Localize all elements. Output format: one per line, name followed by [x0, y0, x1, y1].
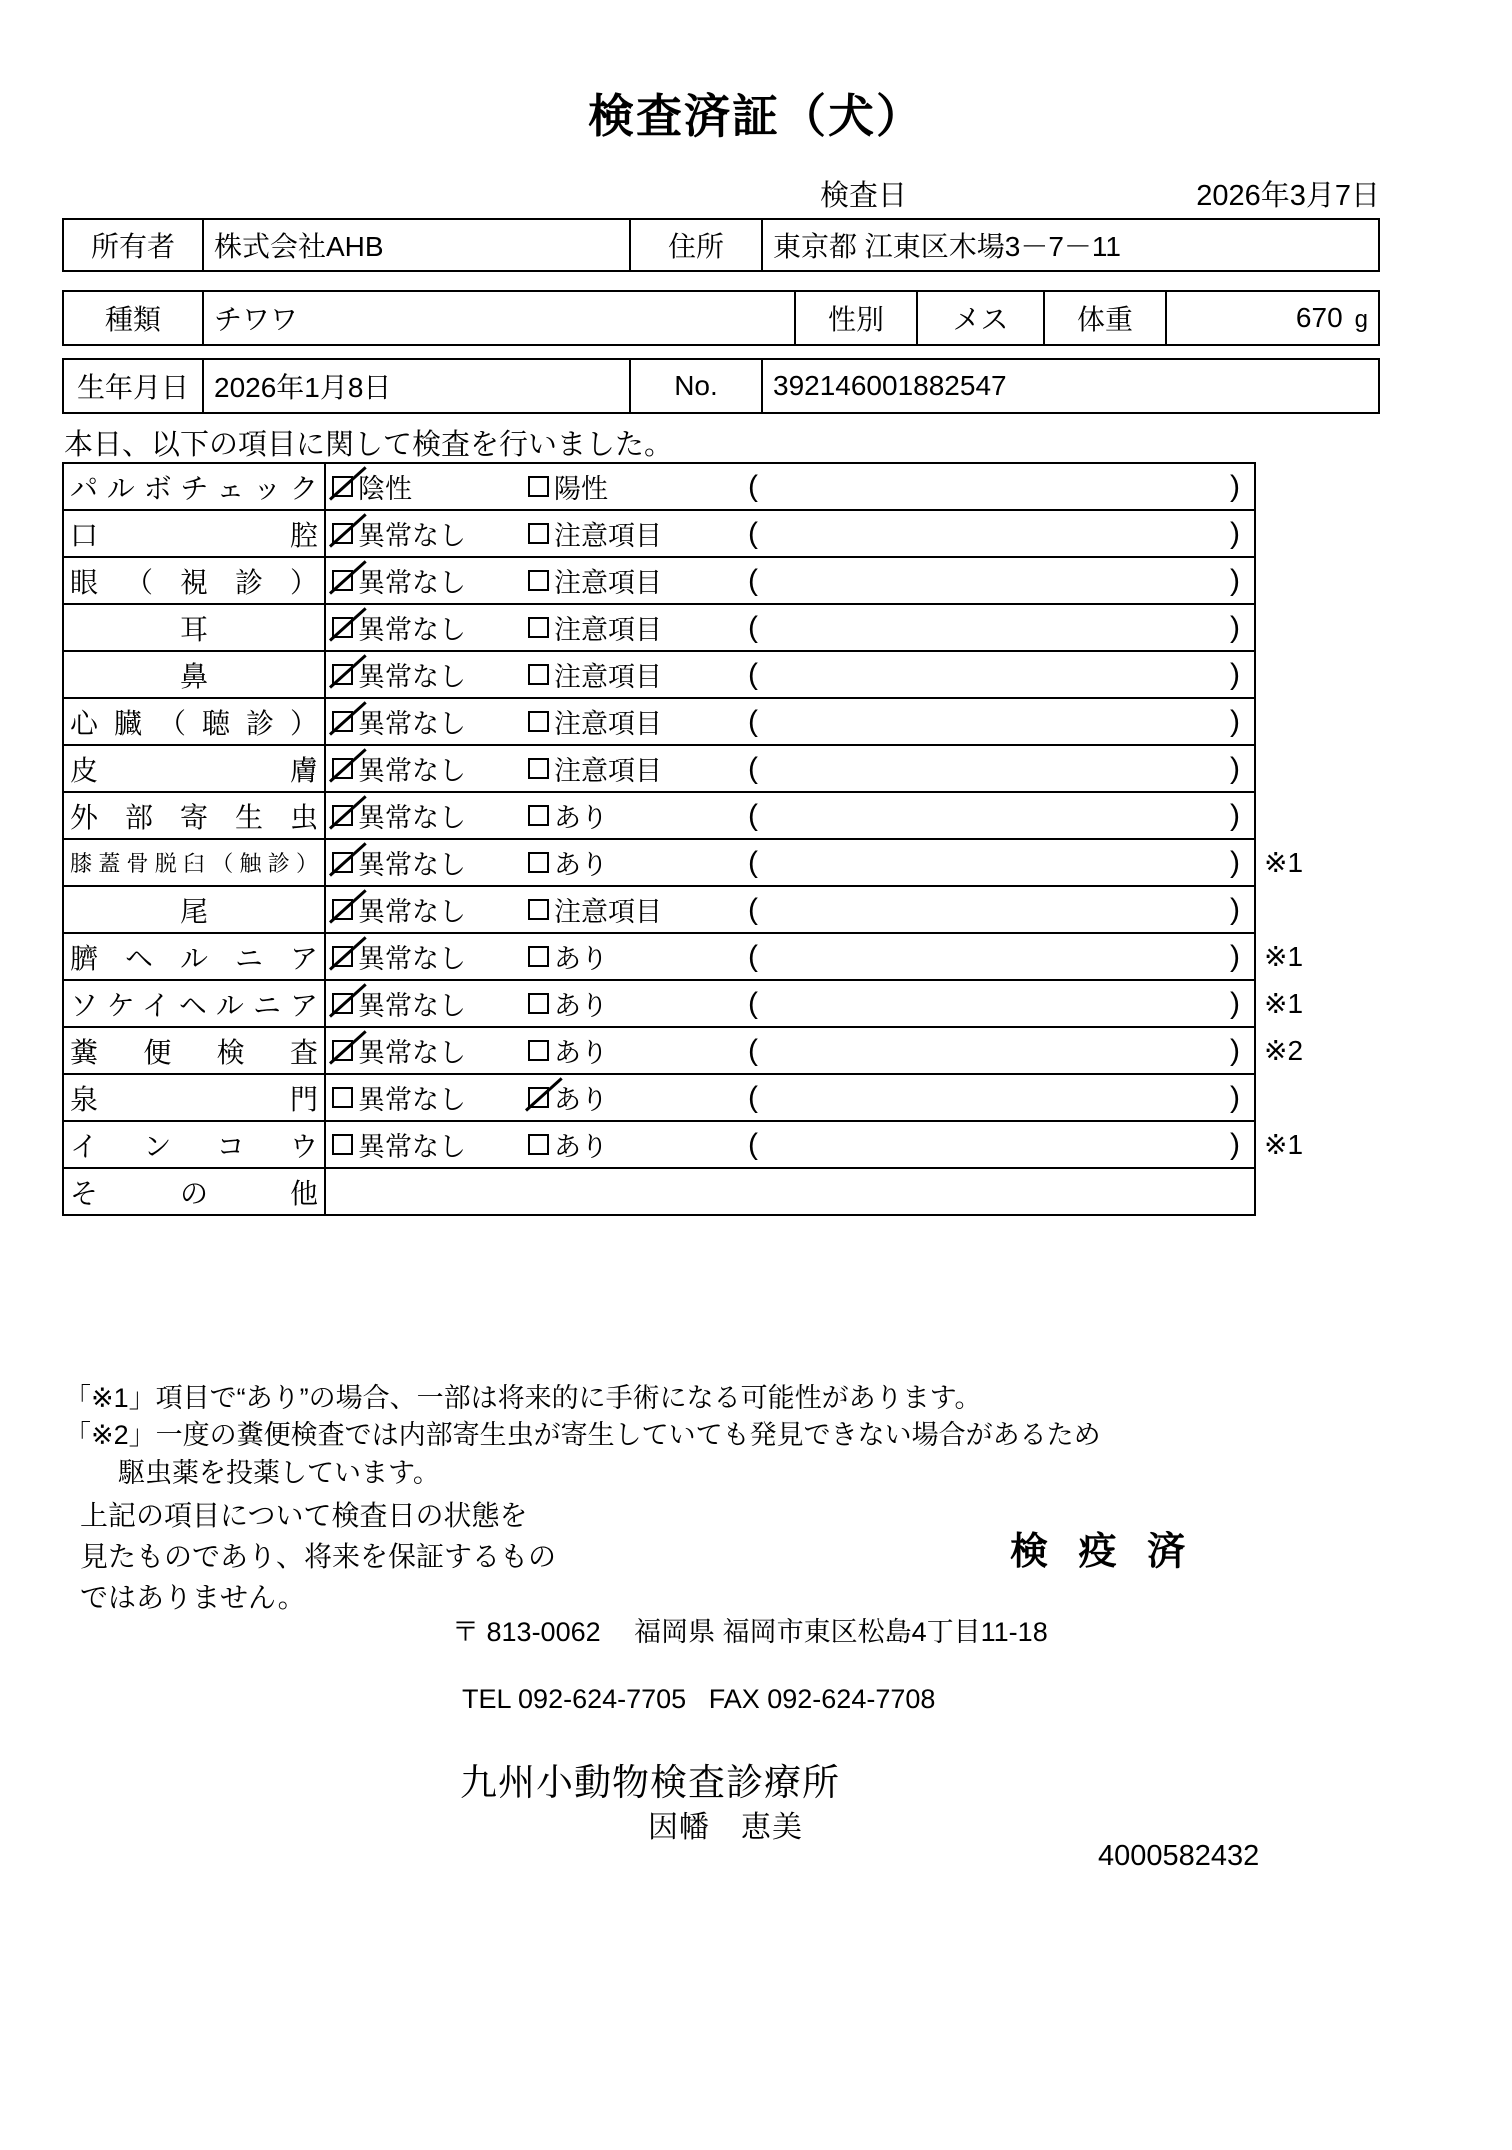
checkbox-icon[interactable] [528, 570, 549, 591]
tel-value: 092-624-7705 [518, 1684, 687, 1714]
item-label: パルボチェック [63, 463, 325, 510]
option-a[interactable] [332, 655, 528, 694]
item-label: 皮膚 [63, 745, 325, 792]
checkbox-checked-icon[interactable] [528, 1087, 549, 1108]
item-note-marker [1255, 698, 1323, 745]
remark-paren-close: ) [1230, 939, 1240, 973]
option-b-label: 注意項目 [554, 568, 662, 598]
checkbox-checked-icon[interactable] [332, 758, 353, 779]
item-options-cell [325, 698, 1255, 745]
option-b-label: 注意項目 [554, 709, 662, 739]
remark-paren-close: ) [1230, 610, 1240, 644]
table-row [63, 359, 1379, 413]
checkbox-checked-icon[interactable] [332, 899, 353, 920]
checkbox-icon[interactable] [528, 664, 549, 685]
item-label: 泉門 [63, 1074, 325, 1121]
checkbox-icon[interactable] [528, 805, 549, 826]
table-row [63, 604, 1323, 651]
remark-paren-close: ) [1230, 563, 1240, 597]
remark-paren-close: ) [1230, 657, 1240, 691]
table-row [63, 1121, 1323, 1168]
item-note-marker [1255, 792, 1323, 839]
birthdate-label: 生年月日 [63, 359, 203, 413]
remark-paren-close: ) [1230, 1080, 1240, 1114]
option-a-label: 異常なし [358, 568, 466, 598]
item-options-cell [325, 839, 1255, 886]
remark-paren-close: ) [1230, 798, 1240, 832]
checkbox-checked-icon[interactable] [332, 523, 353, 544]
remark-paren-open: ( [748, 986, 758, 1020]
item-options-cell [325, 1168, 1255, 1215]
remark-paren-close: ) [1230, 1127, 1240, 1161]
option-b[interactable] [528, 467, 738, 506]
remark-paren-open: ( [748, 1080, 758, 1114]
option-a[interactable] [332, 984, 528, 1023]
item-note-marker [1255, 1074, 1323, 1121]
remark-paren-close: ) [1230, 845, 1240, 879]
intro-sentence: 本日、以下の項目に関して検査を行いました。 [64, 429, 674, 461]
item-label: ソケイヘルニア [63, 980, 325, 1027]
item-note-marker [1255, 886, 1323, 933]
item-options-cell [325, 1074, 1255, 1121]
option-a-label: 異常なし [358, 756, 466, 786]
table-row [63, 980, 1323, 1027]
option-b-label: 注意項目 [554, 897, 662, 927]
item-options-cell [325, 463, 1255, 510]
fax-label: FAX [708, 1684, 760, 1714]
clinic-name: 九州小動物検査診療所 [460, 1762, 840, 1803]
remark-paren-open: ( [748, 469, 758, 503]
checkbox-checked-icon[interactable] [332, 476, 353, 497]
option-b-label: 注意項目 [554, 615, 662, 645]
weight-unit: g [1354, 306, 1368, 333]
remark-paren-open: ( [748, 751, 758, 785]
item-options-cell [325, 1121, 1255, 1168]
breed-label: 種類 [63, 291, 203, 345]
option-a[interactable] [332, 467, 528, 506]
item-options-cell [325, 1027, 1255, 1074]
option-a[interactable] [332, 702, 528, 741]
weight-value: 670 [1295, 302, 1343, 333]
item-note-marker: ※1 [1264, 1129, 1304, 1160]
clinic-person-name: 因幡 恵美 [648, 1811, 803, 1844]
checkbox-checked-icon[interactable] [332, 711, 353, 732]
item-label: 糞便検査 [63, 1027, 325, 1074]
option-a-label: 異常なし [358, 1132, 466, 1162]
option-b[interactable] [528, 890, 738, 929]
page-title: 検査済証（犬） [588, 90, 924, 142]
checkbox-checked-icon[interactable] [332, 570, 353, 591]
remark-paren-open: ( [748, 892, 758, 926]
checkbox-icon[interactable] [528, 617, 549, 638]
clinic-zip: 813-0062 [486, 1617, 601, 1647]
option-a[interactable] [332, 1031, 528, 1070]
option-a-label: 異常なし [358, 850, 466, 880]
remark-paren-close: ) [1230, 704, 1240, 738]
option-a-label: 異常なし [358, 944, 466, 974]
option-b[interactable] [528, 561, 738, 600]
zip-symbol-icon: 〒 813-0062 [452, 1617, 601, 1647]
item-note-marker [1255, 557, 1323, 604]
item-options-cell [325, 557, 1255, 604]
option-a[interactable] [332, 890, 528, 929]
item-options-cell [325, 745, 1255, 792]
inspection-date-value: 2026年3月7日 [1196, 180, 1380, 212]
inspection-date-line [820, 173, 1380, 214]
option-a[interactable] [332, 937, 528, 976]
item-note-marker [1255, 510, 1323, 557]
item-label: 心臓（聴診） [63, 698, 325, 745]
registration-no-value: 392146001882547 [762, 359, 1379, 413]
footnote-1: 「※1」項目で“あり”の場合、一部は将来的に手術になる可能性があります。 [64, 1383, 982, 1413]
table-row [63, 463, 1323, 510]
checkbox-checked-icon[interactable] [332, 852, 353, 873]
checkbox-icon[interactable] [528, 711, 549, 732]
option-a[interactable] [332, 796, 528, 835]
checkbox-icon[interactable] [528, 476, 549, 497]
option-a[interactable] [332, 843, 528, 882]
remark-paren-close: ) [1230, 516, 1240, 550]
table-row [63, 745, 1323, 792]
inspection-items-table [62, 462, 1324, 1216]
checkbox-icon[interactable] [528, 523, 549, 544]
clinic-address [452, 1610, 1048, 1649]
table-row [63, 510, 1323, 557]
remark-paren-close: ) [1230, 986, 1240, 1020]
item-label: 臍ヘルニア [63, 933, 325, 980]
disclaimer [80, 1496, 556, 1619]
table-row [63, 1074, 1323, 1121]
clinic-contact [462, 1684, 935, 1715]
owner-label: 所有者 [63, 219, 203, 271]
option-b-label: あり [554, 1038, 608, 1068]
clinic-address-text: 福岡県 福岡市東区松島4丁目11-18 [634, 1617, 1048, 1647]
item-options-cell [325, 510, 1255, 557]
remark-paren-close: ) [1230, 1033, 1240, 1067]
option-a[interactable] [332, 1125, 528, 1164]
option-a-label: 異常なし [358, 1085, 466, 1115]
item-options-cell [325, 886, 1255, 933]
checkbox-checked-icon[interactable] [332, 617, 353, 638]
item-note-marker: ※1 [1264, 941, 1304, 972]
item-note-marker: ※1 [1264, 847, 1304, 878]
address-label: 住所 [630, 219, 762, 271]
table-row [63, 1168, 1323, 1215]
option-b[interactable] [528, 655, 738, 694]
birth-table [62, 358, 1380, 414]
option-b[interactable] [528, 749, 738, 788]
table-row [63, 839, 1323, 886]
document-number: 4000582432 [1098, 1840, 1260, 1872]
footnote-2-cont: 駆虫薬を投薬しています。 [118, 1457, 440, 1488]
option-b[interactable] [528, 702, 738, 741]
option-b[interactable] [528, 1078, 738, 1117]
item-note-marker [1255, 1168, 1323, 1215]
item-note-marker [1255, 463, 1323, 510]
option-a-label: 異常なし [358, 662, 466, 692]
table-row [63, 557, 1323, 604]
disclaimer-line-2: 見たものであり、将来を保証するもの [80, 1540, 557, 1572]
option-a-label: 異常なし [358, 897, 466, 927]
checkbox-checked-icon[interactable] [332, 993, 353, 1014]
option-a-label: 陰性 [358, 474, 412, 504]
table-row [63, 1027, 1323, 1074]
table-row [63, 933, 1323, 980]
item-label: インコウ [63, 1121, 325, 1168]
weight-label: 体重 [1044, 291, 1166, 345]
checkbox-checked-icon[interactable] [332, 805, 353, 826]
table-row [63, 886, 1323, 933]
option-b[interactable] [528, 984, 738, 1023]
remark-paren-open: ( [748, 516, 758, 550]
item-label: 鼻 [63, 651, 325, 698]
item-note-marker: ※1 [1264, 988, 1304, 1019]
option-b-label: あり [554, 1132, 608, 1162]
option-b-label: 注意項目 [554, 662, 662, 692]
address-value: 東京都 江東区木場3－7－11 [762, 219, 1379, 271]
table-row [63, 219, 1379, 271]
option-a[interactable] [332, 514, 528, 553]
option-a[interactable] [332, 749, 528, 788]
option-b-label: 陽性 [554, 474, 608, 504]
option-b[interactable] [528, 608, 738, 647]
item-options-cell [325, 980, 1255, 1027]
option-b[interactable] [528, 937, 738, 976]
item-options-cell [325, 933, 1255, 980]
option-a-label: 異常なし [358, 615, 466, 645]
option-a[interactable] [332, 608, 528, 647]
option-b[interactable] [528, 514, 738, 553]
item-note-marker: ※2 [1264, 1035, 1304, 1066]
option-a-label: 異常なし [358, 991, 466, 1021]
remark-paren-open: ( [748, 1033, 758, 1067]
checkbox-icon[interactable] [528, 993, 549, 1014]
sex-value: メス [917, 291, 1044, 345]
remark-paren-open: ( [748, 610, 758, 644]
remark-paren-open: ( [748, 704, 758, 738]
item-options-cell [325, 792, 1255, 839]
footnotes [64, 1380, 1101, 1492]
item-label: その他 [63, 1168, 325, 1215]
option-b-label: あり [554, 850, 608, 880]
table-row [63, 698, 1323, 745]
item-note-marker [1255, 651, 1323, 698]
checkbox-icon[interactable] [528, 852, 549, 873]
checkbox-icon[interactable] [332, 1134, 353, 1155]
item-label: 外部寄生虫 [63, 792, 325, 839]
birthdate-value: 2026年1月8日 [203, 359, 630, 413]
remark-paren-open: ( [748, 563, 758, 597]
remark-paren-close: ) [1230, 469, 1240, 503]
registration-no-label: No. [630, 359, 762, 413]
disclaimer-line-3: ではありません。 [80, 1581, 306, 1613]
option-b-label: あり [554, 944, 608, 974]
table-row [63, 651, 1323, 698]
checkbox-icon[interactable] [332, 1087, 353, 1108]
table-row [63, 792, 1323, 839]
checkbox-icon[interactable] [528, 1134, 549, 1155]
footnote-2: 「※2」一度の糞便検査では内部寄生虫が寄生していても発見できない場合があるため [64, 1420, 1101, 1451]
item-label: 耳 [63, 604, 325, 651]
remark-paren-open: ( [748, 657, 758, 691]
option-b-label: 注意項目 [554, 756, 662, 786]
sex-label: 性別 [795, 291, 917, 345]
checkbox-icon[interactable] [528, 1040, 549, 1061]
checkbox-icon[interactable] [528, 758, 549, 779]
fax-value: 092-624-7708 [767, 1684, 936, 1714]
owner-table [62, 218, 1380, 272]
item-label: 眼（視診） [63, 557, 325, 604]
option-a[interactable] [332, 1078, 528, 1117]
checkbox-icon[interactable] [528, 946, 549, 967]
option-b-label: 注意項目 [554, 521, 662, 551]
option-a-label: 異常なし [358, 803, 466, 833]
item-options-cell [325, 651, 1255, 698]
remark-paren-open: ( [748, 798, 758, 832]
remark-paren-close: ) [1230, 751, 1240, 785]
item-label: 尾 [63, 886, 325, 933]
remark-paren-open: ( [748, 939, 758, 973]
remark-paren-open: ( [748, 1127, 758, 1161]
checkbox-checked-icon[interactable] [332, 664, 353, 685]
remark-paren-close: ) [1230, 892, 1240, 926]
owner-value: 株式会社AHB [203, 219, 630, 271]
option-a-label: 異常なし [358, 1038, 466, 1068]
option-b[interactable] [528, 1125, 738, 1164]
quarantine-stamp: 検 疫 済 [1010, 1531, 1196, 1573]
inspection-date-label: 検査日 [820, 180, 908, 212]
item-label: 膝蓋骨脱臼（触診） [63, 839, 325, 886]
option-b-label: あり [554, 803, 608, 833]
checkbox-checked-icon[interactable] [332, 946, 353, 967]
tel-label: TEL [462, 1684, 511, 1714]
option-a[interactable] [332, 561, 528, 600]
option-a-label: 異常なし [358, 521, 466, 551]
weight-value-cell [1166, 291, 1379, 345]
item-note-marker [1255, 745, 1323, 792]
checkbox-checked-icon[interactable] [332, 1040, 353, 1061]
item-note-marker [1255, 604, 1323, 651]
option-b[interactable] [528, 843, 738, 882]
option-b[interactable] [528, 1031, 738, 1070]
remark-paren-open: ( [748, 845, 758, 879]
option-b[interactable] [528, 796, 738, 835]
checkbox-icon[interactable] [528, 899, 549, 920]
disclaimer-line-1: 上記の項目について検査日の状態を [80, 1500, 528, 1531]
option-a-label: 異常なし [358, 709, 466, 739]
option-b-label: あり [554, 991, 608, 1021]
breed-table [62, 290, 1380, 346]
option-b-label: あり [554, 1085, 608, 1115]
breed-value: チワワ [203, 291, 795, 345]
table-row [63, 291, 1379, 345]
item-options-cell [325, 604, 1255, 651]
item-label: 口腔 [63, 510, 325, 557]
